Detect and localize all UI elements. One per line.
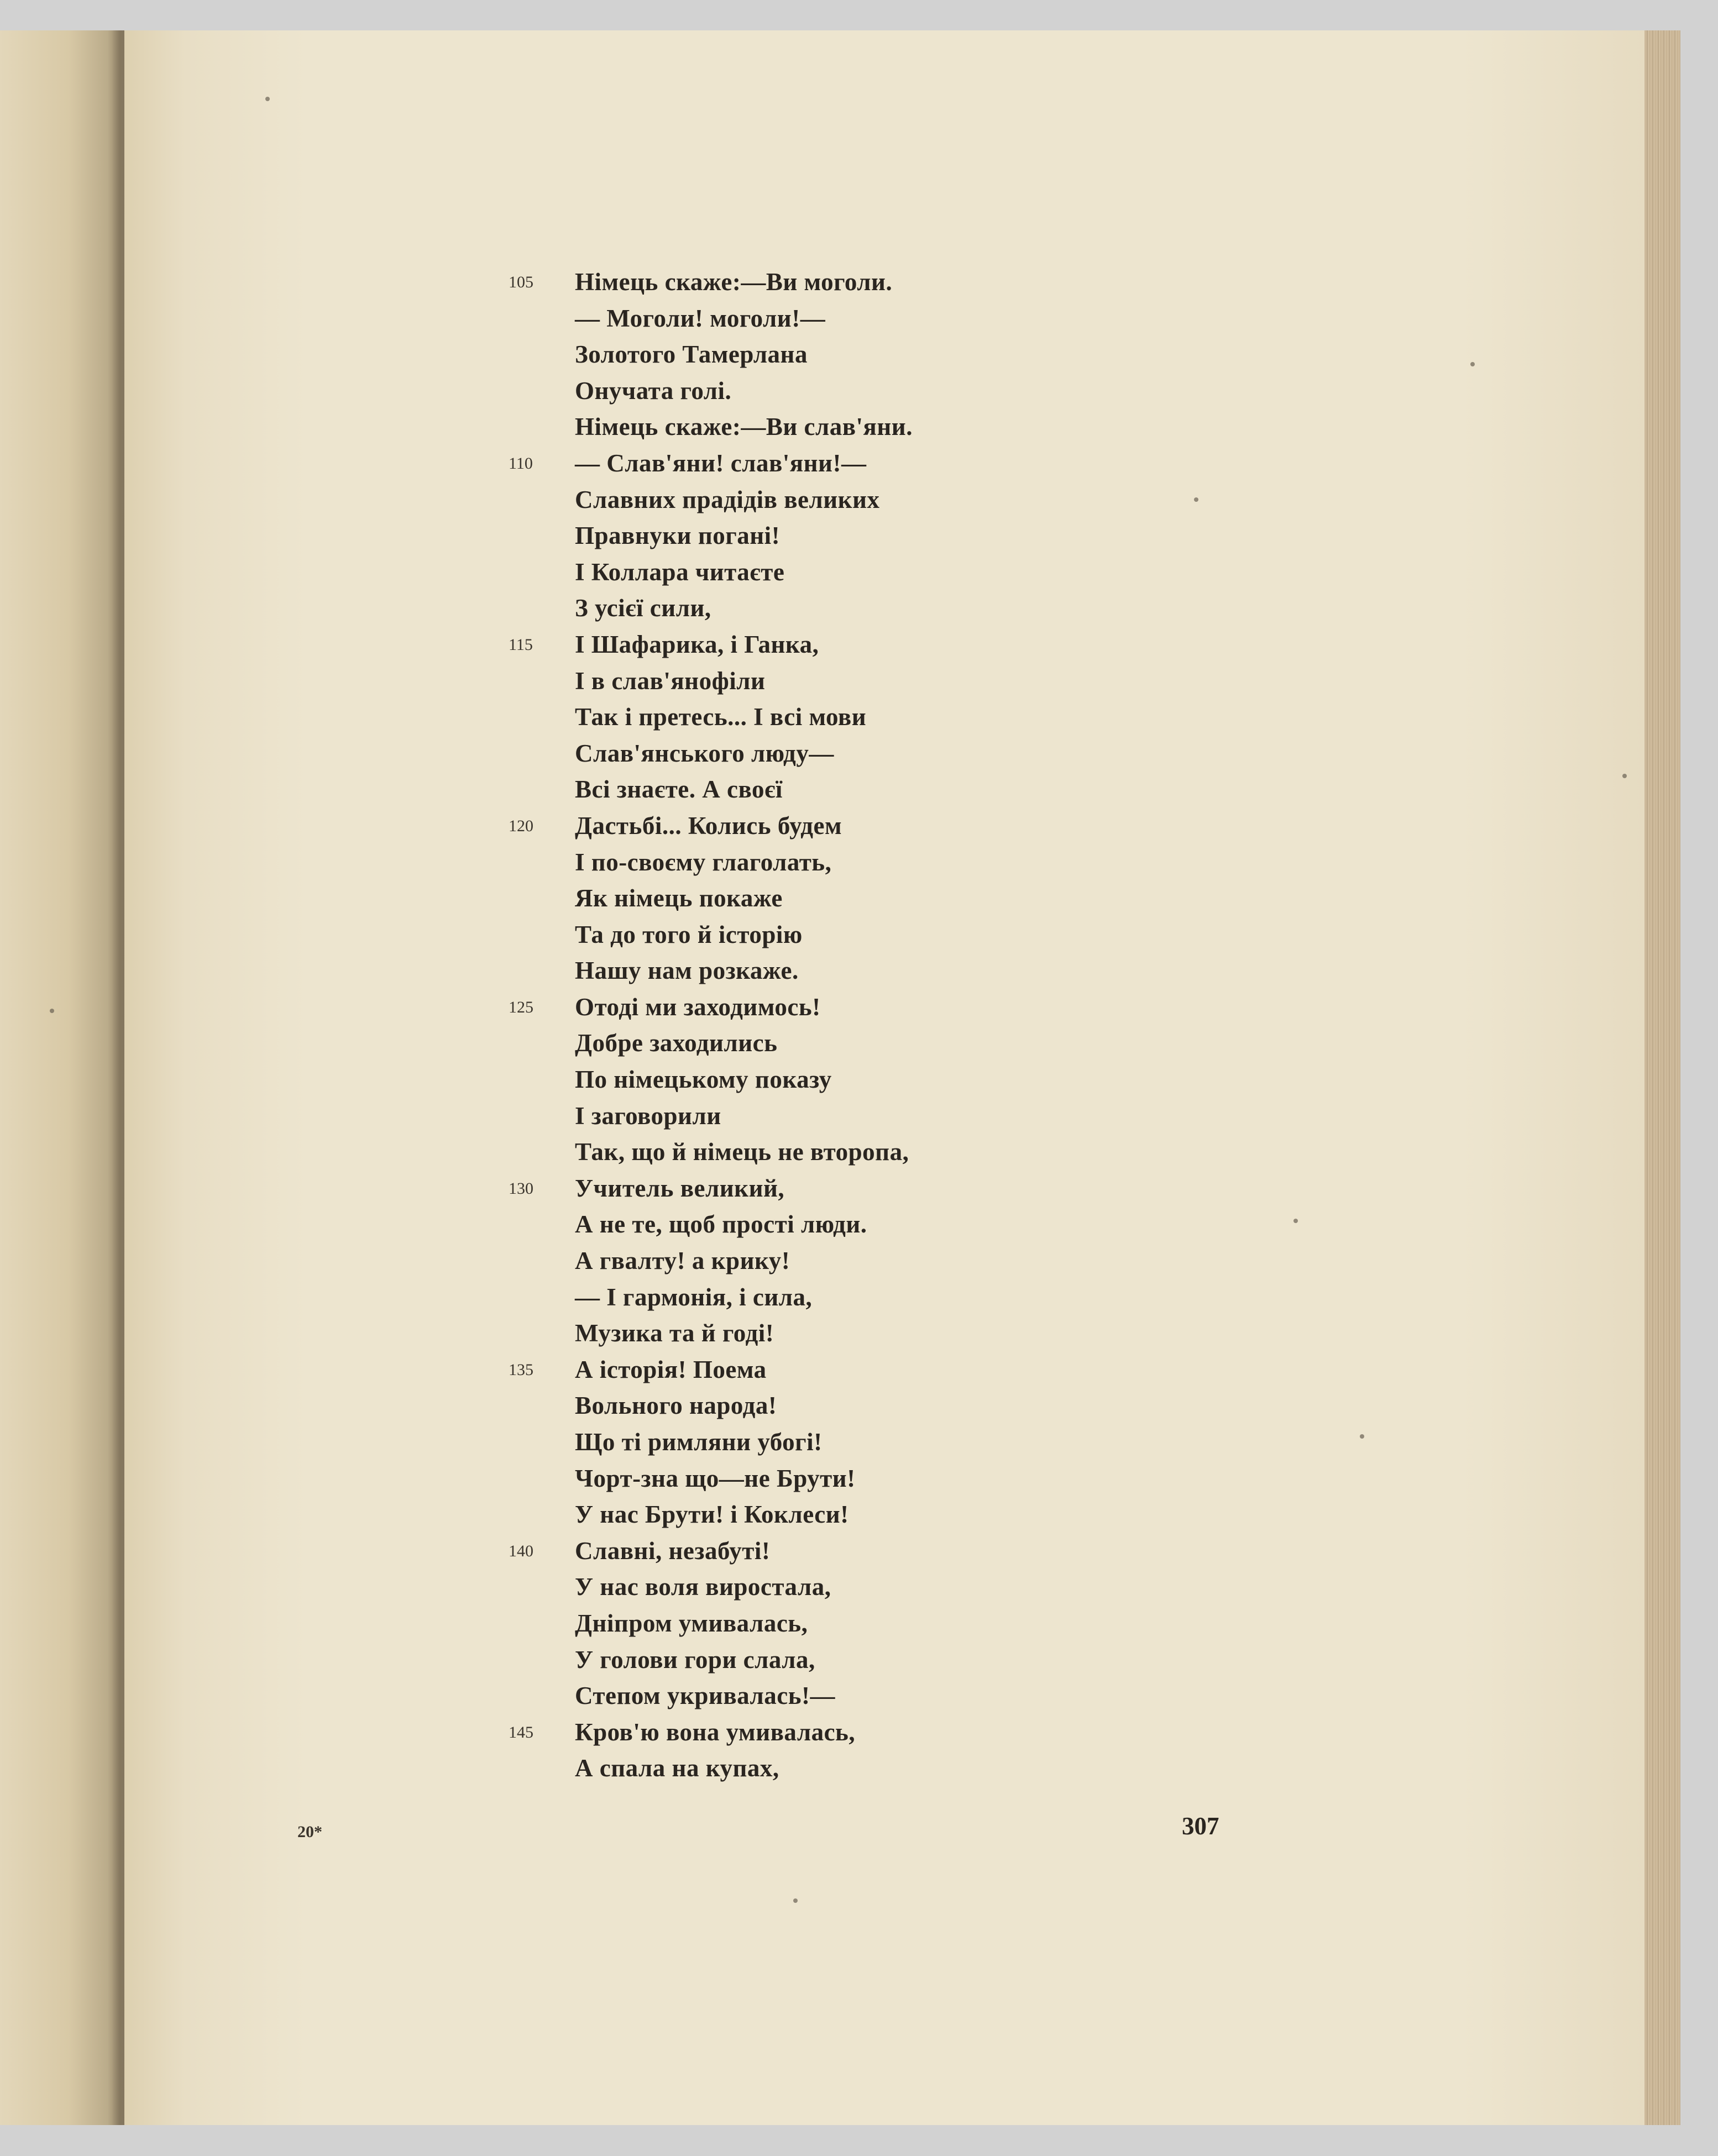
line-text: Нашу нам розкаже. — [575, 957, 799, 985]
line-text: Онучата голі. — [575, 376, 732, 405]
poem-line — [575, 880, 913, 917]
line-text: З усієї сили, — [575, 594, 711, 622]
line-number: 105 — [509, 273, 533, 291]
line-text: У голови гори слала, — [575, 1645, 815, 1674]
line-text: Та до того й історію — [575, 920, 803, 948]
poem-line — [575, 772, 913, 808]
line-text: — Слав'яни! слав'яни!— — [575, 449, 867, 477]
line-text: Як німець покаже — [575, 884, 783, 912]
line-text: Дніпром умивалась, — [575, 1609, 808, 1637]
line-text: По німецькому показу — [575, 1066, 832, 1094]
line-text: А спала на купах, — [575, 1754, 779, 1782]
line-text: А історія! Поема — [575, 1355, 767, 1383]
line-text: У нас воля виростала, — [575, 1573, 831, 1601]
poem-line — [575, 953, 913, 989]
line-text: Славні, незабуті! — [575, 1536, 771, 1565]
poem-line — [575, 1098, 913, 1135]
line-text: Правнуки погані! — [575, 522, 781, 550]
paper-speck — [1622, 774, 1627, 778]
poem-line — [575, 1062, 913, 1098]
line-number: 110 — [509, 454, 533, 473]
line-text: І Коллара читаєте — [575, 558, 785, 586]
line-text: Що ті римляни убогі! — [575, 1428, 823, 1456]
line-text: Добре заходились — [575, 1029, 778, 1057]
poem-line — [575, 663, 913, 700]
line-text: І в слав'янофіли — [575, 667, 766, 695]
poem-line — [509, 264, 913, 301]
poem-line — [509, 1714, 913, 1751]
poem-line — [575, 1678, 913, 1714]
line-text: Степом укривалась!— — [575, 1682, 836, 1710]
poem-line — [575, 1388, 913, 1424]
poem-line — [575, 1424, 913, 1461]
line-text: А не те, щоб прості люди. — [575, 1210, 867, 1239]
poem-line — [575, 409, 913, 445]
poem-line — [575, 1279, 913, 1316]
poem-line — [575, 1025, 913, 1062]
paper-speck — [265, 97, 270, 101]
line-text: Музика та й годі! — [575, 1319, 774, 1347]
line-text: Вольного народа! — [575, 1392, 777, 1420]
poem-line — [509, 445, 913, 482]
line-number: 120 — [509, 816, 533, 835]
line-text: Отоді ми заходимось! — [575, 993, 821, 1021]
line-text: Славних прадідів великих — [575, 485, 880, 513]
poem-line — [509, 989, 913, 1026]
poem-line — [575, 518, 913, 554]
poem-line — [575, 1606, 913, 1642]
line-text: І заговорили — [575, 1101, 721, 1130]
poem-line — [509, 1533, 913, 1570]
poem-line — [575, 590, 913, 627]
poem-line — [575, 917, 913, 953]
poem-line — [509, 808, 913, 844]
poem-line — [575, 482, 913, 518]
line-text: Золотого Тамерлана — [575, 340, 808, 369]
page-fore-edge — [1644, 30, 1680, 2125]
poem-line — [575, 736, 913, 772]
line-number: 140 — [509, 1541, 533, 1560]
poem-line — [575, 1569, 913, 1606]
line-text: Слав'янського люду— — [575, 739, 834, 767]
paper-speck — [50, 1009, 54, 1013]
poem-line — [575, 337, 913, 373]
poem-lines — [509, 264, 913, 1787]
paper-speck — [1360, 1434, 1364, 1439]
line-number: 115 — [509, 635, 533, 654]
paper-speck — [1293, 1219, 1298, 1223]
poem-line — [575, 699, 913, 736]
poem-line — [575, 1642, 913, 1678]
poem-line — [575, 1206, 913, 1243]
paper-speck — [793, 1898, 798, 1903]
line-text: Так і претесь... І всі мови — [575, 703, 867, 731]
page-number: 307 — [1182, 1812, 1219, 1840]
poem-line — [575, 1750, 913, 1787]
left-page-edge — [0, 30, 124, 2125]
line-text: — Моголи! моголи!— — [575, 304, 826, 332]
line-text: — І гармонія, і сила, — [575, 1283, 813, 1311]
poem-line — [509, 1171, 913, 1207]
line-text: Німець скаже:—Ви моголи. — [575, 268, 893, 296]
line-text: Німець скаже:—Ви слав'яни. — [575, 413, 913, 441]
poem-line — [575, 1315, 913, 1352]
poem-line — [575, 1497, 913, 1533]
line-text: Учитель великий, — [575, 1174, 785, 1202]
poem-line — [509, 627, 913, 663]
line-text: Кров'ю вона умивалась, — [575, 1718, 856, 1746]
line-number: 135 — [509, 1360, 533, 1379]
line-text: І Шафарика, і Ганка, — [575, 630, 819, 658]
poem-line — [575, 1461, 913, 1497]
line-text: І по-своєму глаголать, — [575, 848, 832, 876]
line-text: Чорт-зна що—не Брути! — [575, 1464, 856, 1492]
line-text: Дастьбі... Колись будем — [575, 811, 842, 840]
line-number: 125 — [509, 998, 533, 1016]
line-text: Всі знаєте. А своєї — [575, 775, 783, 804]
poem-line — [575, 373, 913, 410]
line-number: 145 — [509, 1723, 533, 1741]
line-text: У нас Брути! і Коклеси! — [575, 1501, 849, 1529]
poem-line — [575, 844, 913, 881]
paper-speck — [1194, 497, 1198, 502]
poem-line — [575, 1134, 913, 1171]
line-text: А гвалту! а крику! — [575, 1247, 790, 1275]
poem-line — [575, 1243, 913, 1279]
poem-line — [575, 554, 913, 591]
paper-speck — [1470, 362, 1475, 366]
line-text: Так, що й німець не второпа, — [575, 1138, 909, 1166]
line-number: 130 — [509, 1179, 533, 1198]
poem-line — [575, 301, 913, 337]
signature-mark: 20* — [297, 1823, 322, 1841]
poem-line — [509, 1352, 913, 1388]
